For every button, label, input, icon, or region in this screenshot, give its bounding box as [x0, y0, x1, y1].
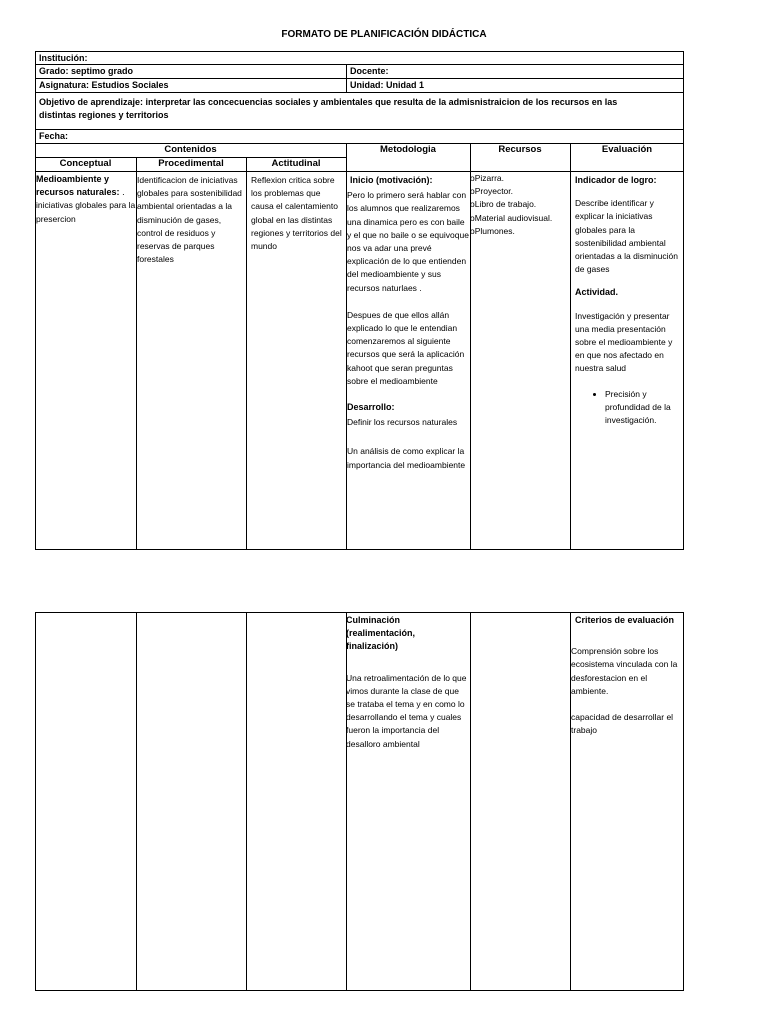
- docente-label: Docente:: [350, 66, 389, 76]
- criterios-text-1: Comprensión sobre los ecosistema vinculada con la desforestacion en el ambiente.: [571, 646, 678, 696]
- desarrollo-text-2: Un análisis de como explicar la importancia del medioambiente: [347, 446, 466, 470]
- grado-label: Grado: septimo grado: [39, 66, 134, 76]
- culminacion-text: Una retroalimentación de lo que vimos durante la clase de que se trataba el tema y en como lo desarrollando el tema y cuales fueron la importancia del desalloro ambiental: [346, 672, 467, 749]
- conceptual-title-suffix: .: [122, 187, 125, 198]
- header-evaluacion: Evaluación: [601, 144, 653, 155]
- header-procedimental: Procedimental: [158, 158, 224, 169]
- criterios-cell: [571, 614, 681, 737]
- conceptual-cell: [36, 173, 136, 226]
- indicador-text: Describe identificar y explicar la iniciativas globales para la sostenibilidad ambiental orientadas a la disminución de gases: [575, 198, 679, 275]
- recurso-item: oPizarra.: [470, 173, 505, 183]
- culminacion-title: Culminación (realimentación, finalización): [346, 615, 416, 652]
- header-recursos: Recursos: [498, 144, 542, 155]
- indicador-title: Indicador de logro:: [575, 175, 657, 185]
- asignatura-label: Asignatura: Estudios Sociales: [39, 80, 169, 90]
- recursos-list: [470, 172, 570, 238]
- recurso-item: oMaterial audiovisual.: [470, 212, 553, 223]
- actividad-text: Investigación y presentar una media presentación sobre el medioambiente y en que nos afectado en nuestra salud: [575, 310, 673, 374]
- objetivo-line-2: distintas regiones y territorios: [39, 110, 169, 120]
- header-contenidos: Contenidos: [164, 144, 217, 155]
- institucion-label: Institución:: [39, 53, 88, 63]
- fecha-label: Fecha:: [39, 131, 69, 141]
- recurso-item: oProyector.: [470, 186, 514, 197]
- procedimental-cell: Identificacion de iniciativas globales para sostenibilidad ambiental orientadas a la disminución de gases, control de residuos y reservas de parques forestales: [137, 175, 242, 265]
- desarrollo-title: Desarrollo:: [347, 402, 395, 413]
- header-conceptual: Conceptual: [59, 158, 112, 169]
- header-metodologia: Metodologia: [380, 144, 436, 155]
- unidad-label: Unidad: Unidad 1: [350, 80, 424, 90]
- recurso-item: oLibro de trabajo.: [470, 199, 537, 210]
- objetivo-line-1: Objetivo de aprendizaje: interpretar las concecuencias sociales y ambientales que resulta de la admisnistraicion de los recursos en las: [39, 97, 618, 107]
- actividad-title: Actividad.: [575, 287, 619, 298]
- metodologia-cell: [347, 174, 469, 472]
- conceptual-title-2: recursos naturales:: [36, 187, 120, 198]
- header-actitudinal: Actitudinal: [271, 158, 321, 169]
- inicio-text: Pero lo primero será hablar con los alumnos que realizaremos una dinamica pero es con baile y el que no baile o se equivoque nos va adar una prevé explicación de lo que entienden del medioambiente y sus recursos naturlaes .: [347, 190, 469, 293]
- evaluacion-cell: [575, 174, 682, 427]
- document-title: FORMATO DE PLANIFICACIÓN DIDÁCTICA: [281, 29, 487, 40]
- recurso-item: oPlumones.: [470, 225, 515, 236]
- conceptual-title-1: Medioambiente y: [36, 174, 110, 184]
- criterios-title: Criterios de evaluación: [575, 615, 675, 625]
- culminacion-cell: [346, 614, 468, 751]
- actitudinal-cell: Reflexion critica sobre los problemas que causa el calentamiento global en las distintas regiones y territorios del mundo: [251, 175, 342, 252]
- inicio-title: Inicio (motivación):: [350, 175, 433, 185]
- inicio-text-2: Despues de que ellos allán explicado lo que le entendian comenzaremos al siguiente recursos que será la aplicación kahoot que seran preguntas sobre el medioambiente: [347, 309, 465, 386]
- desarrollo-text: Definir los recursos naturales: [347, 417, 458, 428]
- conceptual-text: iniciativas globales para la presercion: [36, 200, 136, 224]
- evaluacion-bullet: • Precisión y profundidad de la investigación.: [605, 388, 682, 428]
- criterios-text-2: capacidad de desarrollar el trabajo: [571, 712, 674, 736]
